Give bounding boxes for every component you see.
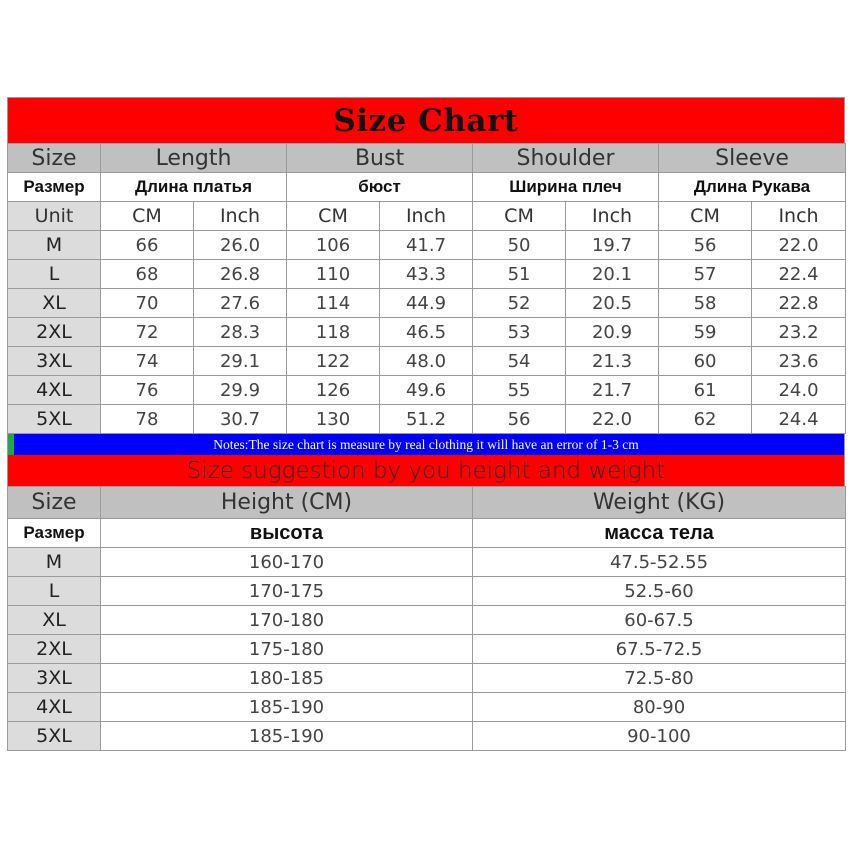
- unit-cell: CM: [287, 202, 380, 231]
- suggestion-body: [8, 548, 846, 751]
- unit-cell: CM: [473, 202, 566, 231]
- value-cell: 29.9: [194, 376, 287, 405]
- table-row: [8, 635, 846, 664]
- size-chart: [7, 97, 845, 751]
- table-row: [8, 289, 846, 318]
- value-cell: 130: [287, 405, 380, 434]
- size-cell: M: [8, 231, 101, 260]
- ru-header-shoulder: Ширина плеч: [473, 173, 659, 202]
- size-cell: XL: [8, 606, 101, 635]
- table-row: [8, 318, 846, 347]
- value-cell: 68: [101, 260, 194, 289]
- s-header-height: Height (CM): [101, 487, 473, 519]
- ru-header-size: Размер: [8, 173, 101, 202]
- value-cell: 70: [101, 289, 194, 318]
- value-cell: 80-90: [473, 693, 846, 722]
- s-ru-size: Размер: [8, 519, 101, 548]
- value-cell: 72: [101, 318, 194, 347]
- value-cell: 49.6: [380, 376, 473, 405]
- value-cell: 20.9: [566, 318, 659, 347]
- value-cell: 60: [659, 347, 752, 376]
- s-ru-weight: масса тела: [473, 519, 846, 548]
- table-row: [8, 347, 846, 376]
- header-size: Size: [8, 144, 101, 173]
- size-cell: M: [8, 548, 101, 577]
- value-cell: 44.9: [380, 289, 473, 318]
- table-row: [8, 231, 846, 260]
- header-sleeve: Sleeve: [659, 144, 846, 173]
- header-length: Length: [101, 144, 287, 173]
- ru-header-bust: бюст: [287, 173, 473, 202]
- value-cell: 23.6: [752, 347, 846, 376]
- size-cell: 2XL: [8, 318, 101, 347]
- s-header-size: Size: [8, 487, 101, 519]
- value-cell: 58: [659, 289, 752, 318]
- value-cell: 24.0: [752, 376, 846, 405]
- value-cell: 55: [473, 376, 566, 405]
- ru-header-length: Длина платья: [101, 173, 287, 202]
- header-row: [8, 144, 846, 173]
- suggestion-bar: [7, 455, 845, 486]
- value-cell: 185-190: [101, 693, 473, 722]
- value-cell: 110: [287, 260, 380, 289]
- value-cell: 19.7: [566, 231, 659, 260]
- value-cell: 46.5: [380, 318, 473, 347]
- value-cell: 21.3: [566, 347, 659, 376]
- value-cell: 23.2: [752, 318, 846, 347]
- value-cell: 56: [473, 405, 566, 434]
- value-cell: 170-175: [101, 577, 473, 606]
- russian-header-row: [8, 173, 846, 202]
- value-cell: 160-170: [101, 548, 473, 577]
- value-cell: 76: [101, 376, 194, 405]
- value-cell: 41.7: [380, 231, 473, 260]
- value-cell: 114: [287, 289, 380, 318]
- value-cell: 47.5-52.55: [473, 548, 846, 577]
- size-cell: L: [8, 260, 101, 289]
- size-cell: 3XL: [8, 664, 101, 693]
- unit-row: [8, 202, 846, 231]
- value-cell: 26.8: [194, 260, 287, 289]
- value-cell: 30.7: [194, 405, 287, 434]
- size-cell: 4XL: [8, 693, 101, 722]
- size-cell: 5XL: [8, 722, 101, 751]
- table-row: [8, 722, 846, 751]
- value-cell: 52: [473, 289, 566, 318]
- value-cell: 22.4: [752, 260, 846, 289]
- size-cell: 5XL: [8, 405, 101, 434]
- header-bust: Bust: [287, 144, 473, 173]
- value-cell: 66: [101, 231, 194, 260]
- table-row: [8, 577, 846, 606]
- value-cell: 57: [659, 260, 752, 289]
- value-cell: 118: [287, 318, 380, 347]
- unit-cell: Inch: [752, 202, 846, 231]
- value-cell: 51: [473, 260, 566, 289]
- suggestion-table: [7, 486, 846, 751]
- notes-text: Notes:The size chart is measure by real clothing it will have an error of 1-3 cm: [213, 436, 639, 452]
- value-cell: 29.1: [194, 347, 287, 376]
- unit-cell: CM: [101, 202, 194, 231]
- value-cell: 53: [473, 318, 566, 347]
- table-row: [8, 405, 846, 434]
- value-cell: 185-190: [101, 722, 473, 751]
- table-row: [8, 606, 846, 635]
- value-cell: 28.3: [194, 318, 287, 347]
- value-cell: 20.1: [566, 260, 659, 289]
- value-cell: 50: [473, 231, 566, 260]
- size-cell: 3XL: [8, 347, 101, 376]
- value-cell: 43.3: [380, 260, 473, 289]
- value-cell: 56: [659, 231, 752, 260]
- value-cell: 60-67.5: [473, 606, 846, 635]
- unit-cell: Inch: [566, 202, 659, 231]
- value-cell: 175-180: [101, 635, 473, 664]
- value-cell: 24.4: [752, 405, 846, 434]
- notes-bar: [7, 434, 845, 455]
- size-cell: XL: [8, 289, 101, 318]
- value-cell: 54: [473, 347, 566, 376]
- suggestion-title: Size suggestion by you height and weight: [186, 457, 666, 484]
- measurements-body: [8, 231, 846, 434]
- value-cell: 106: [287, 231, 380, 260]
- table-row: [8, 260, 846, 289]
- unit-cell: Inch: [380, 202, 473, 231]
- value-cell: 180-185: [101, 664, 473, 693]
- table-row: [8, 664, 846, 693]
- value-cell: 78: [101, 405, 194, 434]
- chart-title: Size Chart: [333, 102, 519, 139]
- value-cell: 22.0: [752, 231, 846, 260]
- value-cell: 61: [659, 376, 752, 405]
- ru-header-sleeve: Длина Рукава: [659, 173, 846, 202]
- header-shoulder: Shoulder: [473, 144, 659, 173]
- value-cell: 22.0: [566, 405, 659, 434]
- value-cell: 126: [287, 376, 380, 405]
- value-cell: 62: [659, 405, 752, 434]
- s-header-weight: Weight (KG): [473, 487, 846, 519]
- suggestion-header-row: [8, 487, 846, 519]
- value-cell: 27.6: [194, 289, 287, 318]
- s-ru-height: высота: [101, 519, 473, 548]
- unit-cell: Inch: [194, 202, 287, 231]
- size-cell: 4XL: [8, 376, 101, 405]
- title-bar: [7, 97, 845, 143]
- value-cell: 72.5-80: [473, 664, 846, 693]
- value-cell: 90-100: [473, 722, 846, 751]
- value-cell: 20.5: [566, 289, 659, 318]
- value-cell: 51.2: [380, 405, 473, 434]
- table-row: [8, 693, 846, 722]
- table-row: [8, 376, 846, 405]
- size-cell: L: [8, 577, 101, 606]
- value-cell: 122: [287, 347, 380, 376]
- value-cell: 59: [659, 318, 752, 347]
- value-cell: 48.0: [380, 347, 473, 376]
- unit-label: Unit: [8, 202, 101, 231]
- size-cell: 2XL: [8, 635, 101, 664]
- value-cell: 52.5-60: [473, 577, 846, 606]
- table-row: [8, 548, 846, 577]
- value-cell: 74: [101, 347, 194, 376]
- value-cell: 67.5-72.5: [473, 635, 846, 664]
- value-cell: 170-180: [101, 606, 473, 635]
- value-cell: 26.0: [194, 231, 287, 260]
- measurements-table: [7, 143, 846, 434]
- value-cell: 22.8: [752, 289, 846, 318]
- suggestion-russian-row: [8, 519, 846, 548]
- value-cell: 21.7: [566, 376, 659, 405]
- unit-cell: CM: [659, 202, 752, 231]
